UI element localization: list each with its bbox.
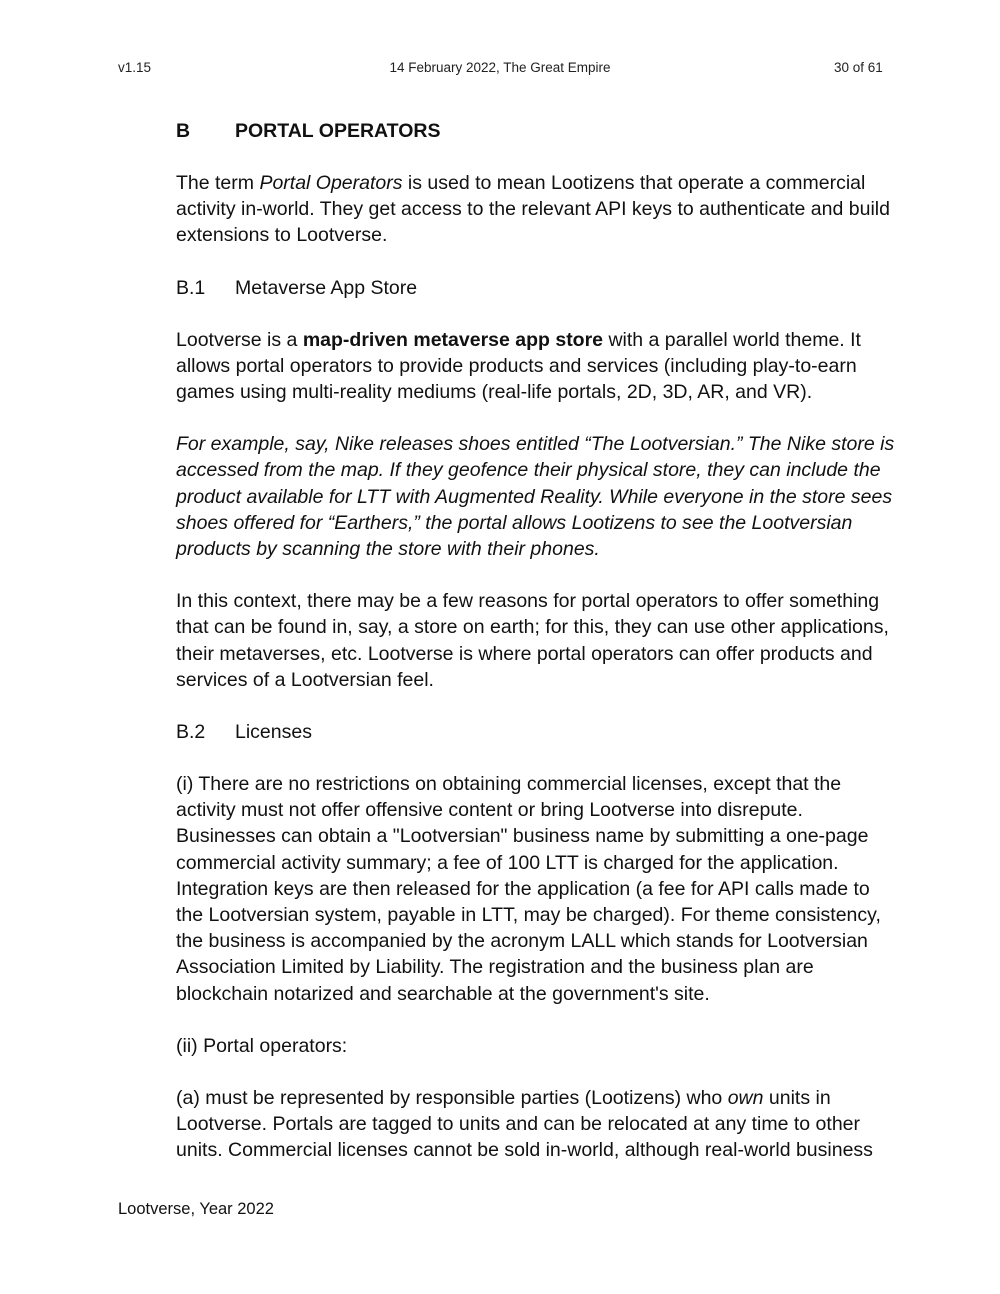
example-paragraph	[176, 431, 896, 562]
app-store-text-start: Lootverse is a	[176, 328, 303, 351]
footer-text: Lootverse, Year 2022	[118, 1200, 274, 1218]
example-text: For example, say, Nike releases shoes entitled “The Lootversian.” The Nike store is accessed from the map. If they geofence their physical store, they can include the product available for LTT with Augmented Reality. While everyone in the store sees shoes offered for “Earthers,” the portal allows Lootizens to see the Lootversian products by scanning the store with their phones.	[176, 433, 895, 561]
section-b1-heading	[176, 275, 896, 301]
app-store-highlight: map-driven metaverse app store	[302, 328, 604, 351]
section-number: B.2	[176, 721, 206, 744]
section-title: Metaverse App Store	[235, 276, 418, 299]
section-number: B	[176, 120, 191, 142]
app-store-text-end: with a parallel world theme. It allows portal operators to provide products and services (including play-to-earn games using multi-reality mediums (real-life portals, 2D, 3D, AR, and VR).	[176, 328, 861, 404]
licenses-a-text-start: (a) must be represented by responsible parties (Lootizens) who	[176, 1087, 728, 1110]
section-b-heading	[176, 118, 896, 144]
licenses-a-text-end: units in Lootverse. Portals are tagged to units and can be relocated at any time to other units. Commercial licenses cannot be sold in-world, although real-world business	[176, 1087, 873, 1162]
app-store-paragraph	[176, 327, 896, 406]
intro-text-start: The term	[176, 172, 260, 194]
context-paragraph: In this context, there may be a few reasons for portal operators to offer something that can be found in, say, a store on earth; for this, they can use other applications, their metaverses, etc. Lootverse is where portal operators can offer products and services of a Lootversian feel.	[176, 590, 889, 691]
intro-paragraph	[176, 170, 896, 249]
section-title: Licenses	[235, 721, 312, 744]
licenses-paragraph-ii: (ii) Portal operators:	[176, 1034, 348, 1057]
section-b2-heading	[176, 719, 896, 745]
section-title: PORTAL OPERATORS	[235, 120, 441, 142]
intro-term: Portal Operators	[259, 172, 403, 194]
licenses-paragraph-i: (i) There are no restrictions on obtaining commercial licenses, except that the activity must not offer offensive content or bring Lootverse into disrepute. Businesses can obtain a "Lootversian" business name by submitting a one-page commercial activity summary; a fee of 100 LTT is charged for the application. Integration keys are then released for the application (a fee for API calls made to the Lootversian system, payable in LTT, may be charged). For theme consistency, the business is accompanied by the acronym LALL which stands for Lootversian Association Limited by Liability. The registration and the business plan are blockchain notarized and searchable at the government's site.	[176, 773, 881, 1005]
header-date-place: 14 February 2022, The Great Empire	[389, 60, 611, 75]
section-number: B.1	[176, 276, 206, 299]
licenses-a-emphasis: own	[727, 1087, 764, 1110]
page-body	[176, 118, 896, 1164]
licenses-paragraph-a	[176, 1085, 896, 1164]
header-version: v1.15	[118, 60, 152, 75]
intro-text-end: is used to mean Lootizens that operate a commercial activity in-world. They get access to the relevant API keys to authenticate and build extensions to Lootverse.	[176, 172, 890, 247]
header-page-number: 30 of 61	[834, 60, 883, 75]
